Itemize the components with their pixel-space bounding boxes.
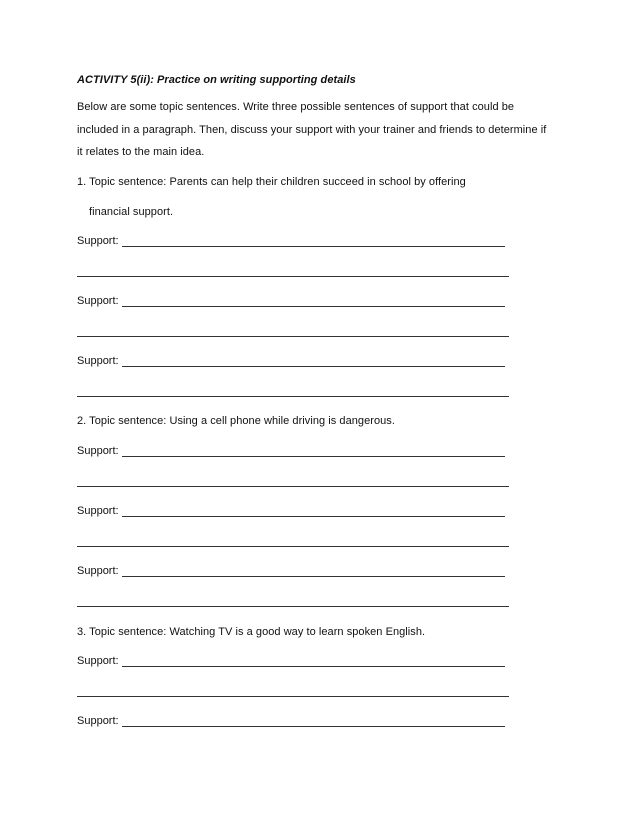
- answer-line[interactable]: [122, 726, 505, 727]
- support-label: Support:: [77, 565, 119, 577]
- support-label: Support:: [77, 235, 119, 247]
- support-label: Support:: [77, 655, 119, 667]
- instructions-line-3: it relates to the main idea.: [77, 146, 205, 158]
- instructions-line-1: Below are some topic sentences. Write three possible sentences of support that could be: [77, 101, 515, 113]
- answer-line[interactable]: [122, 576, 505, 577]
- topic-sentence-1-continued: financial support.: [89, 206, 174, 218]
- support-label: Support:: [77, 355, 119, 367]
- answer-line[interactable]: [77, 396, 509, 397]
- support-label: Support:: [77, 715, 119, 727]
- topic-sentence-3: 3. Topic sentence: Watching TV is a good way to learn spoken English.: [77, 626, 426, 638]
- answer-line[interactable]: [122, 516, 505, 517]
- answer-line[interactable]: [77, 336, 509, 337]
- answer-line[interactable]: [77, 606, 509, 607]
- support-label: Support:: [77, 295, 119, 307]
- answer-line[interactable]: [122, 306, 505, 307]
- support-label: Support:: [77, 505, 119, 517]
- instructions-line-2: included in a paragraph. Then, discuss your support with your trainer and friends to determine if: [77, 124, 547, 136]
- answer-line[interactable]: [122, 456, 505, 457]
- answer-line[interactable]: [77, 546, 509, 547]
- activity-title: ACTIVITY 5(ii): Practice on writing supporting details: [77, 74, 356, 86]
- answer-line[interactable]: [77, 486, 509, 487]
- answer-line[interactable]: [77, 696, 509, 697]
- answer-line[interactable]: [122, 666, 505, 667]
- answer-line[interactable]: [122, 366, 505, 367]
- answer-line[interactable]: [77, 276, 509, 277]
- topic-sentence-1: 1. Topic sentence: Parents can help their children succeed in school by offering: [77, 176, 466, 188]
- answer-line[interactable]: [122, 246, 505, 247]
- topic-sentence-2: 2. Topic sentence: Using a cell phone while driving is dangerous.: [77, 415, 395, 427]
- support-label: Support:: [77, 445, 119, 457]
